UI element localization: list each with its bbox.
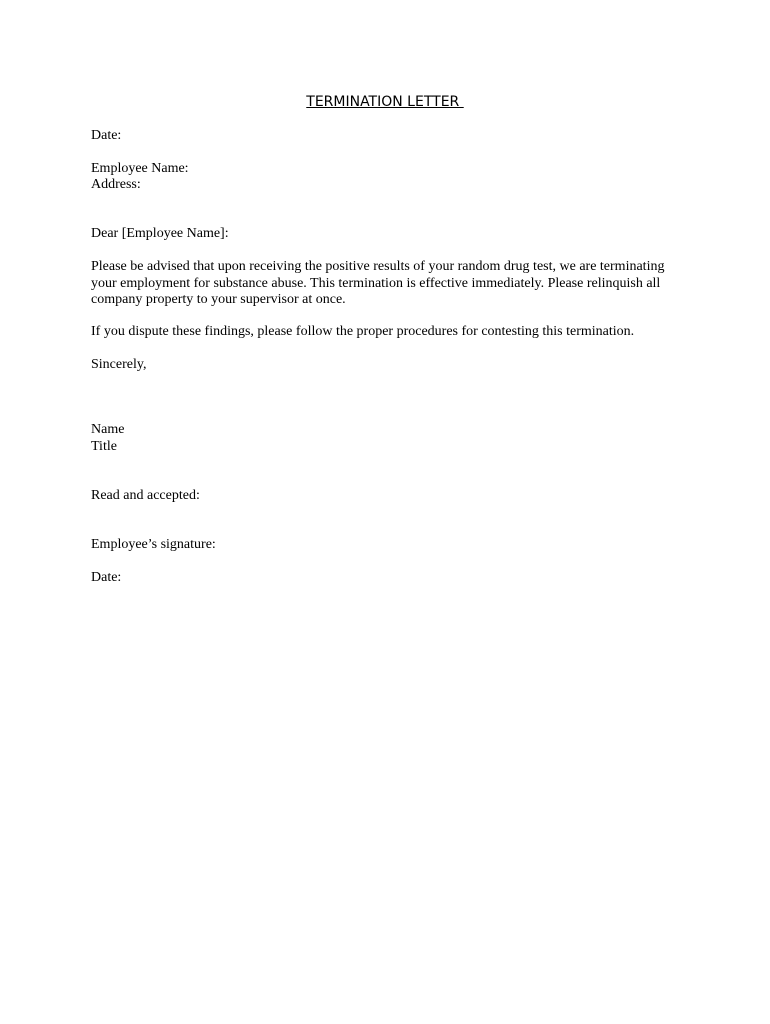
- read-and-accepted: Read and accepted:: [91, 488, 200, 503]
- letter-title: TERMINATION LETTER: [306, 94, 464, 110]
- signer-name: Name: [91, 422, 125, 437]
- signer-title: Title: [91, 439, 117, 454]
- salutation: Dear [Employee Name]:: [91, 226, 229, 241]
- body-paragraph-1: [91, 259, 671, 309]
- body-paragraph-1-line: company property to your supervisor at once.: [91, 292, 346, 307]
- employee-name-label: Employee Name:: [91, 161, 189, 176]
- address-label: Address:: [91, 177, 141, 192]
- body-paragraph-1-line: your employment for substance abuse. This termination is effective immediately. Please relinquish all: [91, 275, 661, 291]
- body-paragraph-2: If you dispute these findings, please follow the proper procedures for contesting this termination.: [91, 324, 635, 339]
- closing: Sincerely,: [91, 357, 147, 372]
- employee-signature-label: Employee’s signature:: [91, 537, 216, 552]
- date-label: Date:: [91, 128, 122, 143]
- final-date-label: Date:: [91, 570, 122, 585]
- body-paragraph-1-line: Please be advised that upon receiving the positive results of your random drug test, we are terminating: [91, 259, 665, 274]
